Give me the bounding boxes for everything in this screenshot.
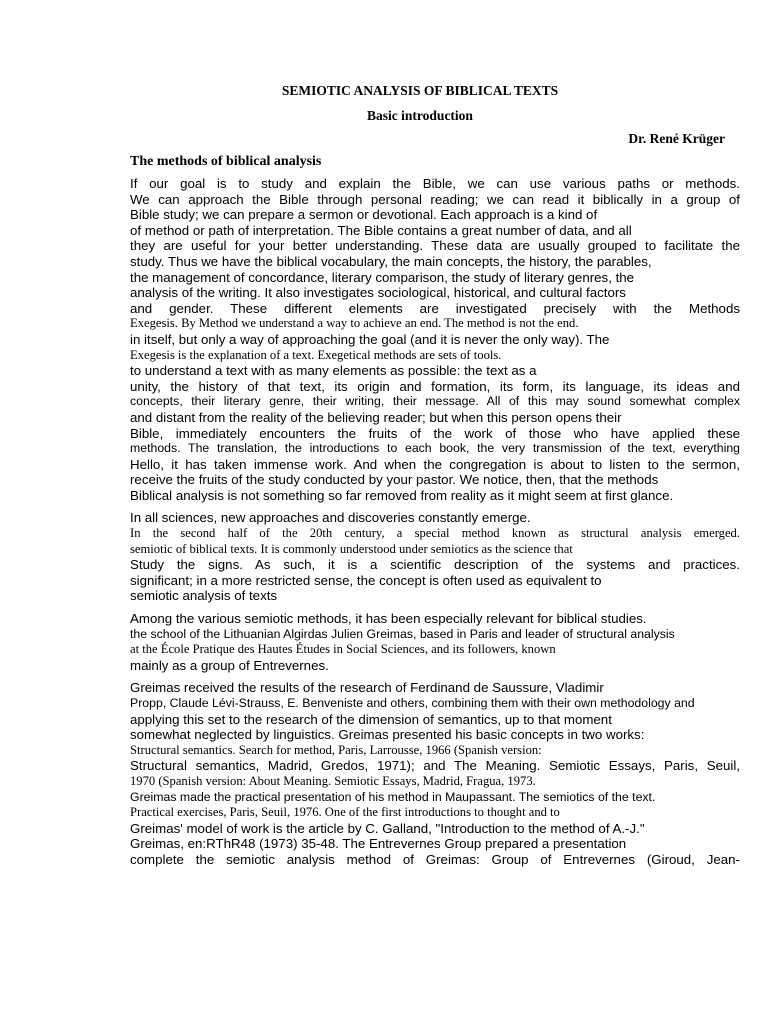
text-line: In the second half of the 20th century, a special method known as structural analysis emerged. xyxy=(130,526,740,541)
text-line: Practical exercises, Paris, Seuil, 1976. One of the first introductions to thought and to xyxy=(130,805,560,820)
text-line: somewhat neglected by linguistics. Greimas presented his basic concepts in two works: xyxy=(130,727,645,743)
text-line: If our goal is to study and explain the Bible, we can use various paths or methods. xyxy=(130,176,740,191)
author-name: Dr. René Krüger xyxy=(628,131,725,146)
paragraph-gap xyxy=(130,604,740,611)
text-line: Biblical analysis is not something so far removed from reality as it might seem at first glance. xyxy=(130,487,674,503)
text-line: significant; in a more restricted sense, the concept is often used as equivalent to xyxy=(130,572,602,588)
text-line: in itself, but only a way of approaching the goal (and it is never the only way). The xyxy=(130,331,610,347)
text-line: Propp, Claude Lévi-Strauss, E. Benveniste and others, combining them with their own methodology and xyxy=(130,696,695,710)
text-line: Among the various semiotic methods, it has been especially relevant for biblical studies. xyxy=(130,611,647,627)
text-line: 1970 (Spanish version: About Meaning. Semiotic Essays, Madrid, Fragua, 1973. xyxy=(130,773,536,788)
text-line: Greimas' model of work is the article by C. Galland, "Introduction to the method of A.-J." xyxy=(130,820,645,836)
text-line: mainly as a group of Entrevernes. xyxy=(130,657,329,673)
text-line: Greimas received the results of the research of Ferdinand de Saussure, Vladimir xyxy=(130,680,604,696)
text-line: to understand a text with as many elements as possible: the text as a xyxy=(130,363,537,379)
text-line: Hello, it has taken immense work. And when the congregation is about to listen to the sermon, xyxy=(130,456,740,472)
section-heading: The methods of biblical analysis xyxy=(130,154,322,169)
text-line: analysis of the writing. It also investigates sociological, historical, and cultural factors xyxy=(130,285,626,301)
text-line: methods. The translation, the introductions to each book, the very transmission of the text, everything xyxy=(130,441,740,456)
text-line: Structural semantics, Madrid, Gredos, 1971); and The Meaning. Semiotic Essays, Paris, Seuil, xyxy=(130,758,740,774)
text-line: the management of concordance, literary comparison, the study of literary genres, the xyxy=(130,269,635,285)
text-line: In all sciences, new approaches and discoveries constantly emerge. xyxy=(130,510,531,526)
text-line: and gender. These different elements are investigated precisely with the Methods xyxy=(130,300,740,316)
text-line: unity, the history of that text, its origin and formation, its form, its language, its ideas and xyxy=(130,378,740,394)
text-line: and distant from the reality of the believing reader; but when this person opens their xyxy=(130,409,622,425)
text-line: the school of the Lithuanian Algirdas Julien Greimas, based in Paris and leader of structural analysis xyxy=(130,626,675,641)
paragraph xyxy=(130,510,740,604)
paragraph xyxy=(130,611,740,673)
document-title: SEMIOTIC ANALYSIS OF BIBLICAL TEXTS xyxy=(281,83,559,98)
text-line: they are useful for your better understanding. These data are usually grouped to facilitate the xyxy=(130,238,740,254)
text-line: at the École Pratique des Hautes Études in Social Sciences, and its followers, known xyxy=(130,642,556,657)
text-line: Greimas made the practical presentation of his method in Maupassant. The semiotics of the text. xyxy=(130,789,656,804)
text-line: semiotic analysis of texts xyxy=(130,588,278,604)
text-line: Bible, immediately encounters the fruits of the work of those who have applied these xyxy=(130,425,740,441)
text-line: Bible study; we can prepare a sermon or devotional. Each approach is a kind of xyxy=(130,207,598,223)
text-line: of method or path of interpretation. The Bible contains a great number of data, and all xyxy=(130,222,632,238)
text-line: semiotic of biblical texts. It is commonly understood under semiotics as the science that xyxy=(130,541,573,556)
text-line: We can approach the Bible through personal reading; we can read it biblically in a group of xyxy=(130,191,740,207)
paragraph-gap xyxy=(130,503,740,510)
paragraph xyxy=(130,680,740,867)
text-line: study. Thus we have the biblical vocabulary, the main concepts, the history, the parables, xyxy=(130,253,652,269)
document-body xyxy=(130,176,740,868)
text-line: receive the fruits of the study conducted by your pastor. We notice, then, that the methods xyxy=(130,472,659,488)
document-subtitle: Basic introduction xyxy=(367,108,473,123)
text-line: Exegesis is the explanation of a text. Exegetical methods are sets of tools. xyxy=(130,347,502,362)
paragraph xyxy=(130,176,740,503)
text-line: concepts, their literary genre, their writing, their message. All of this may sound somewhat complex xyxy=(130,394,740,409)
text-line: Structural semantics. Search for method, Paris, Larrousse, 1966 (Spanish version: xyxy=(130,742,542,757)
text-line: Study the signs. As such, it is a scientific description of the systems and practices. xyxy=(130,557,740,573)
text-line: Greimas, en:RThR48 (1973) 35-48. The Entrevernes Group prepared a presentation xyxy=(130,836,627,852)
text-line: applying this set to the research of the dimension of semantics, up to that moment xyxy=(130,711,612,727)
text-line: complete the semiotic analysis method of Greimas: Group of Entrevernes (Giroud, Jean- xyxy=(130,851,740,867)
paragraph-gap xyxy=(130,673,740,680)
text-line: Exegesis. By Method we understand a way to achieve an end. The method is not the end. xyxy=(130,316,579,331)
